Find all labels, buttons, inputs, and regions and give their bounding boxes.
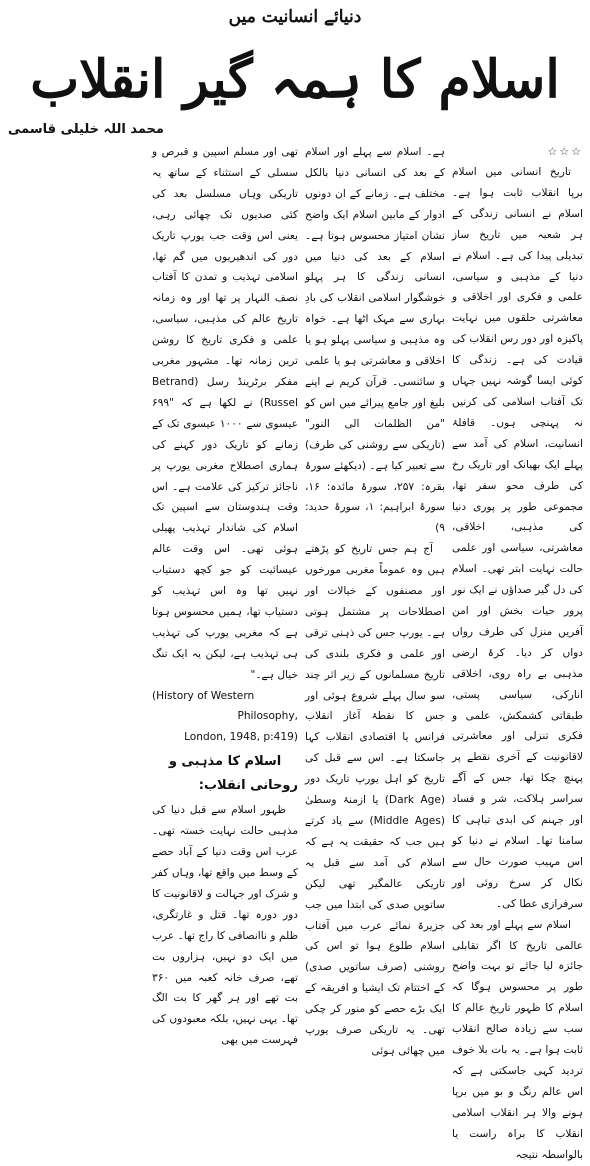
- citation-line: (History of Western Philosophy,: [152, 689, 298, 723]
- paragraph: ظہور اسلام سے قبل دنیا کی مذہبی حالت نہایت خستہ تھی۔ عرب اس وقت دنیا کے آباد حصے کے وسط میں واقع تھا، وہاں کفر و شرک اور جہالت و لاقانونیت کا دور دورہ تھا۔ قتل و غارتگری، ظلم و ناانصافی کا راج تھا۔ عرب میں ایک دو نہیں، ہزاروں بت تھے، صرف خانہ کعبہ میں ۳۶۰ بت تھے اور ہر گھر کا بت الگ تھا۔ یہی نہیں، بلکہ معبودوں کی فہرست میں بھی: [152, 804, 298, 1047]
- paragraph: تاریخ انسانی میں اسلام برپا انقلاب ثابت ہوا ہے۔ اسلام نے انسانی زندگی کے ہر شعبہ میں تاریخ ساز تبدیلی پیدا کی ہے۔ اسلام نے دنیا کے مذہبی و سیاسی، علمی و فکری اور اخلاقی و معاشرتی حلقوں میں نہایت پاکیزہ اور دور رس انقلاب کی قیادت کی ہے۔ زندگی کا کوئی ایسا گوشہ نہیں جہاں تک آفتاب اسلامی کی کرنیں نہ پہنچی ہوں۔ قافلۂ انسانیت، اسلام کی آمد سے پہلے ایک بھیانک اور تاریک رخ کی طرف محو سفر تھا، مجموعی طور پر پوری دنیا کی مذہبی، اخلاقی، معاشرتی، سیاسی اور علمی حالت نہایت ابتر تھی۔ اسلام کی دل گیر صداؤں نے ایک نور پرور حیات بخش اور امن آفریں منزل کی طرف رواں دواں کر دیا۔ کرۂ ارضی مذہبی بے راہ روی، اخلاقی انارکی، سیاسی پستی، طبقاتی کشمکش، علمی و فکری تنزلی اور معاشرتی لاقانونیت کے آخری نقطے پر پہنچ چکا تھا، جس کے آگے سراسر ہلاکت، شر و فساد اور جہنم کی ابدی تباہی کا سامنا تھا۔ اسلام نے دنیا کو اس مہیب صورت حال سے نکال کر سرخ روئی اور سرفرازی عطا کی۔: [452, 166, 583, 910]
- citation-line: London, 1948, p:419): [184, 731, 298, 744]
- paragraph: آج ہم جس تاریخ کو پڑھتے ہیں وہ عموماً مغربی مورخوں اور مصنفوں کے خیالات اور اصطلاحات پر مشتمل ہوتی ہے۔ یورپ جس کی ذہنی ترقی اور علمی و فکری بلندی کی تاریخ مسلمانوں کے زیر اثر چند سو سال پہلے شروع ہوئی اور جس کا نقطۂ آغاز انقلاب فرانس یا اقتصادی انقلاب کہا جاسکتا ہے۔ اس سے قبل کی تاریخ کو اہل یورپ تاریک دور (Dark Age) یا ازمنۂ وسطیٰ (Middle Ages) سے یاد کرتے ہیں جب کہ حقیقت یہ ہے کہ اسلام کی آمد سے قبل یہ تاریکی عالمگیر تھی لیکن ساتویں صدی کی ابتدا میں جب جزیرۃ نمائے عرب میں آفتاب اسلام طلوع ہوا تو اس کی روشنی (صرف ساتویں صدی) کے اختتام تک ایشیا و افریقہ کے ایک بڑے حصے کو منور کر چکی تھی۔ یہ تاریکی صرف یورپ میں چھائی ہوئی: [305, 543, 446, 1057]
- kicker-heading: دنیائے انسانیت میں: [228, 7, 362, 27]
- author-name: محمد اللہ خلیلی قاسمی: [8, 122, 164, 137]
- paragraph: ہے۔ اسلام سے پہلے اور اسلام کے بعد کی انسانی دنیا بالکل مختلف ہے۔ زمانے کے ان دونوں ادوار کے مابین اسلام ایک واضح نشان امتیاز محسوس ہوتا ہے۔ اسلام کے بعد کی دنیا میں انسانی زندگی کا ہر پہلو خوشگوار اسلامی انقلاب کی بادِ بہاری سے مہک اٹھا ہے۔ خواہ وہ مذہبی و سیاسی پہلو ہو یا اخلاقی و معاشرتی ہو یا علمی و سائنسی۔ قرآن کریم نے اپنے بلیغ اور جامع پیرائے میں اس کو "من الظلمات الی النور" (تاریکی سے روشنی کی طرف) سے تعبیر کیا ہے۔ (دیکھئے سورۂ بقرہ: ۲۵۷، سورۂ مائدہ: ۱۶، سورۂ ابراہیم: ۱، سورۂ حدید: ۹): [305, 146, 445, 535]
- column-1: [452, 142, 583, 1161]
- column-2: [305, 142, 446, 1057]
- paragraph: اسلام سے پہلے اور بعد کی عالمی تاریخ کا اگر تقابلی جائزہ لیا جائے تو بہت واضح طور پر محسوس ہوگا کہ اسلام کا ظہور تاریخ عالم کا سب سے زیادہ صالح انقلاب ثابت ہوا ہے۔ یہ بات بلا خوف تردید کہی جاسکتی ہے کہ اس عالم رنگ و بو میں برپا ہونے والا ہر انقلاب اسلامی انقلاب کا براہ راست یا بالواسطہ نتیجہ: [452, 918, 583, 1161]
- article-title: اسلام کا ہمہ گیر انقلاب: [30, 49, 560, 110]
- citation: [152, 686, 298, 749]
- paragraph: تھی اور مسلم اسپین و قبرص و سسلی کے استثناء کے ساتھ یہ تاریکی وہاں مسلسل بعد کی کئی صدیوں تک چھائی رہی، یعنی اس وقت جب یورپ تاریک دور کی اندھیریوں میں گم تھا، اسلامی تہذیب و تمدن کا آفتاب نصف النہار پر تھا اور وہ زمانہ تاریخ عالم کی مذہبی، سیاسی، علمی و فکری تاریخ کا روشن ترین زمانہ تھا۔ مشہور مغربی مفکر برٹرینڈ رسل (Betrand Russel) نے لکھا ہے کہ "۶۹۹ عیسوی سے ۱۰۰۰ عیسوی تک کے زمانے کو تاریک دور کہنے کی ہماری اصطلاح مغربی یورپ پر ناجائز ترکیز کی علامت ہے۔ اس وقت ہندوستان سے اسپین تک اسلام کی شاندار تہذیب پھیلی ہوئی تھی۔ اس وقت عالم عیسائیت کو جو کچھ دستیاب نہیں تھا وہ اس تہذیب کو دستیاب تھا، ہمیں محسوس ہوتا ہے کہ مغربی یورپ کی تہذیب ہی تہذیب ہے، لیکن یہ ایک تنگ خیال ہے۔": [152, 146, 298, 681]
- column-3: [152, 142, 298, 1047]
- stars-ornament: ☆☆☆: [547, 145, 583, 158]
- section-subheading: اسلام کا مذہبی و روحانی انقلاب:: [168, 754, 298, 794]
